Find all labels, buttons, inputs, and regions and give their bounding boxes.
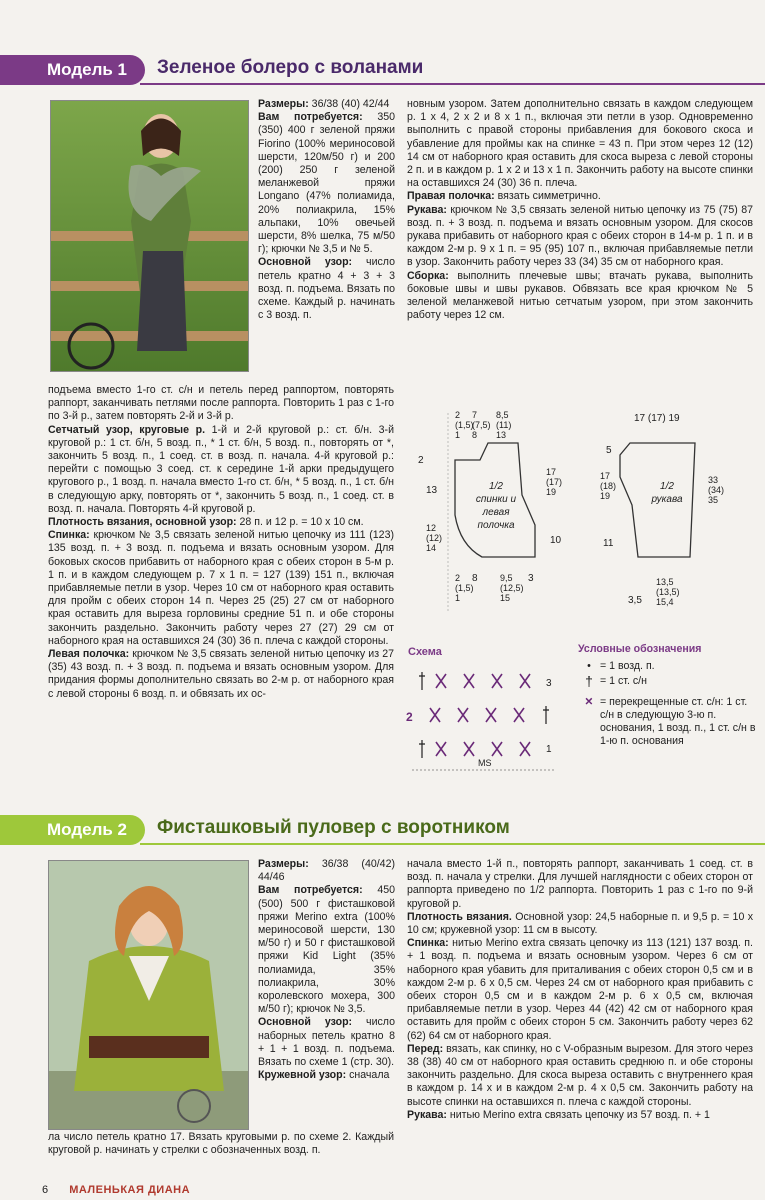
diag-top-b: 7 (7,5) 8 [472,410,491,440]
diag-sleeve-top: 17 (17) 19 [634,413,680,424]
m1a-p0: Размеры: 36/38 (40) 42/44 [258,98,390,110]
model1-text-col-c [407,98,753,322]
m1b-p4: Левая полочка: крючком № 3,5 связать зеленой нитью цепочку из 27 (35) 43 возд. п. + 3 возд. п. подъема и вязать основным узором. Для придания формы дополнительно связать во 2-м р. от наборного края с левой стороны 6 возд. п. и обвязать их ос- [48,648,394,700]
diag-bot-a: 2 (1,5) 1 [455,573,474,603]
m2c-p4: Рукава: нитью Merino extra связать цепочку из 57 возд. п. + 1 [407,1108,710,1121]
dagger-symbol-icon: † [585,673,593,689]
legend-title: Условные обозначения [578,643,702,655]
model2-text-col-a [258,858,395,1082]
diag-sleeve-11: 11 [603,538,614,549]
diag-bot-c: 9,5 (12,5) 15 [500,573,524,603]
diag-bot-d: 3 [528,573,534,584]
diag-bot-b: 8 [472,573,478,584]
magazine-name: МАЛЕНЬКАЯ ДИАНА [69,1184,191,1196]
model1-photo [50,100,249,372]
model2-header [0,815,765,845]
model2-text-col-b [48,1131,394,1157]
model1-rule [140,83,765,85]
model2-text-col-c [407,858,753,1122]
model1-header [0,55,765,85]
cross-symbol-icon: ✕ [584,696,594,708]
model2-badge-label: Модель 2 [47,820,127,839]
legend-item: • = 1 возд. п. [578,660,758,673]
m2a-p2: Основной узор: число наборных петель кратно 8 + 1 + 1 возд. п. подъема. Вязать по схеме 1 (стр. 30). [258,1016,395,1069]
m1a-p1: Вам потребуется: 350 (350) 400 г зеленой пряжи Fiorino (100% мериносовой шерсти, 120м/50 г) и 200 (200) 250 г зеленой меланжевой пряжи Longano (47% полиамида, 20% полиакрила, 15% альпаки, 10% овечьей шерсти, 8% шелка, 75 м/50 г); крючки № 3,5 и № 5. [258,111,395,256]
m1b-p2: Плотность вязания, основной узор: 28 п. и 12 р. = 10 х 10 см. [48,516,364,529]
schema-title: Схема [408,646,442,658]
legend-item: † = 1 ст. с/н [578,675,758,688]
m1b-p0: подъема вместо 1-го ст. с/н и петель перед раппортом, повторять раппорт, заканчивать петлями после раппорта. Повторить 1 раз с 1-го по 3-й р., затем повторять 2-й и 3-й р. [48,384,394,423]
m2b-p0: ла число петель кратно 17. Вязать круговыми р. по схеме 2. Каждый круговой р. начинать у стрелки с обозначенных возд. п. [48,1131,394,1157]
m1c-p3: Сборка: выполнить плечевые швы; втачать рукава, выполнить боковые швы и швы рукавов. Обвязать все края крючком № 5 зеленой меланжевой нитью сетчатым узором, при этом закончить работу через 12 см. [407,269,753,322]
diag-sleeve-17: 17 (18) 19 [600,471,617,501]
m1b-p1: Сетчатый узор, круговые р. 1-й и 2-й круговой р.: ст. б/н. 3-й круговой р.: 1 ст. б/н, 5 возд. п., * 1 ст. б/н, 5 возд. п., повторять от *, закончить 5 возд. п., 1 соед. ст. в возд. п. начала. 4-й круговой р.: перейти с помощью 3 соед. ст. к середине 1-й арки предыдущего кругового р., 1 возд. п. начала вместо 1-го ст. б/н, * 5 возд. п., 1 ст. б/н в следующую арку, повторять от *, закончить 5 возд. п., 1 соед. ст. в возд. п. начала. Повторять 4-й круговой р. [48,423,394,515]
dot-symbol-icon: • [587,660,591,672]
m1a-p2: Основной узор: число петель кратно 4 + 3 + 3 возд. п. подъема. Вязать по схеме. Каждый р. начинать с 3 возд. п. [258,256,395,322]
model1-badge-label: Модель 1 [47,60,127,79]
m2a-p1: Вам потребуется: 450 (500) 500 г фисташковой пряжи Merino extra (100% мериносовой шерсти, 130 м/50 г) и 50 г фисташковой пряжи Kid Light (35% полиамида, 35% полиакрила, 30% королевского мохера, 300 м/50 г); крючок № 3,5. [258,884,395,1016]
diag-sleeve-35: 3,5 [628,595,642,606]
page-footer [42,1184,190,1196]
legend [578,643,758,748]
diag-left-13: 13 [426,485,438,496]
stitch-schema [406,646,566,776]
m2c-p0: начала вместо 1-й п., повторять раппорт, заканчивать 1 соед. ст. в возд. п. начала у стрелки. Для лучшей наглядности с обеих сторон от раппорта приведено по 1/2 раппорта. Повторить 1 раз с 1-го по 9-й круговой р. [407,858,753,910]
m2a-p0: Размеры: 36/38 (40/42) 44/46 [258,858,395,884]
page-number: 6 [42,1184,49,1196]
diag-piece2-label: 1/2 рукава [651,481,683,505]
m1c-p0: новным узором. Затем дополнительно связать в каждом следующем р. 1 х 4, 2 х 2 и 8 х 1 п., включая эти петли в узор. Одновременно выполнить с правой стороны прибавления для бокового скоса и убавление для проймы как на спинке = 43 п. При этом через 12 (12) 14 см от наборного края оставить для скоса выреза с левой стороны 2 п. и в каждом р. 1 х 2 и 13 х 1 п. Закончить работу на высоте спинки на оставшихся 24 (30) 36 п. плеча. [407,98,753,190]
schema-row-1: 1 [546,744,552,755]
m2c-p2: Спинка: нитью Merino extra связать цепочку из 113 (121) 137 возд. п. + 1 возд. п. подъема и вязать основным узором. Через 6 см от наборного края убавить для приталивания с обеих сторон 0,5 см и в каждом 2-м р. 6 х 0,5 см. Через 24 см от наборного края прибавить с обеих сторон 0,5 см и в каждом 2-м р. 6 х 0,5 см, включая прибавляемые петли в узор. Через 44 (42) 42 см от наборного края оставить для пройм с обеих сторон 5 см. Закончить работу через 62 (62) 64 см от наборного края. [407,937,753,1042]
legend-item: ✕ = перекрещенные ст. с/н: 1 ст. с/н в следующую 3-ю п. основания, 1 возд. п., 1 ст. с/н в 1-ю п. основания [578,696,758,748]
m2a-p3: Кружевной узор: сначала [258,1069,390,1082]
diag-left-12: 12 (12) 14 [426,523,443,553]
model2-title: Фисташковый пуловер с воротником [157,817,510,838]
model2-photo [48,860,249,1130]
pattern-schematic [410,405,755,620]
diag-sleeve-5: 5 [606,445,612,456]
schema-ms-label: MS [478,758,492,768]
diag-left-2: 2 [418,455,424,466]
schema-row-2: 2 [406,710,413,724]
schema-row-3: 3 [546,678,552,689]
m1c-p1: Правая полочка: вязать симметрично. [407,190,601,203]
m2c-p1: Плотность вязания. Основной узор: 24,5 наборные п. и 9,5 р. = 10 х 10 см; кружевной узор: 11 см в высоту. [407,910,753,937]
m2c-p3: Перед: вязать, как спинку, но с V-образным вырезом. Для этого через 38 (38) 40 см от наборного края оставить среднюю п. и обе стороны закончить раздельно. Для скоса выреза оставить с внутреннего края в каждом р. 14 х и в каждом 2-м р. 4 х 0,5 см. Закончить работу на высоте спинки на оставшихся п. плеча с каждой стороны. [407,1042,753,1108]
diag-right-17: 17 (17) 19 [546,467,563,497]
diag-piece1-label: 1/2 спинки и левая полочка [475,481,517,531]
diag-sleeve-bot: 13,5 (13,5) 15,4 [656,577,680,607]
model1-text-col-b [48,384,394,701]
m1c-p2: Рукава: крючком № 3,5 связать зеленой нитью цепочку из 75 (75) 87 возд. п. + 3 возд. п. подъема и вязать основным узором. Для скосов рукава прибавить от наборного края с обеих сторон в 14-м р. 1 п. и в каждом 2-м р. 9 х 1 п. = 95 (95) 107 п., включая прибавляемые петли в узор. Закончить работу через 33 (34) 35 см от наборного края. [407,203,753,269]
diag-top-c: 8,5 (11) 13 [496,410,512,440]
m1b-p3: Спинка: крючком № 3,5 связать зеленой нитью цепочку из 111 (123) 135 возд. п. + 3 возд. п. подъема и вязать основным узором. Для боковых скосов прибавить от наборного края с обеих сторон в 5-м р. 1 п. и в каждом следующем р. 7 х 1 п. = 127 (139) 151 п., включая прибавляемые петли в узор. Через 10 см от наборного края оставить для пройм с обеих сторон 14 п. Через 25 (25) 27 см от наборного края оставить для выреза горловины средние 51 п. и обе стороны закончить раздельно. Закончить работу через 27 (27) 29 см от наборного края на оставшихся 24 (30) 36 п. плеча с каждой стороны. [48,529,394,647]
model1-title: Зеленое болеро с воланами [157,57,424,78]
model1-text-col-a [258,98,395,322]
diag-top-a: 2 (1,5) 1 [455,410,474,440]
model2-rule [140,843,765,845]
model2-badge [0,815,145,845]
diag-right-10: 10 [550,535,562,546]
diag-sleeve-33: 33 (34) 35 [708,475,725,505]
model1-badge [0,55,145,85]
